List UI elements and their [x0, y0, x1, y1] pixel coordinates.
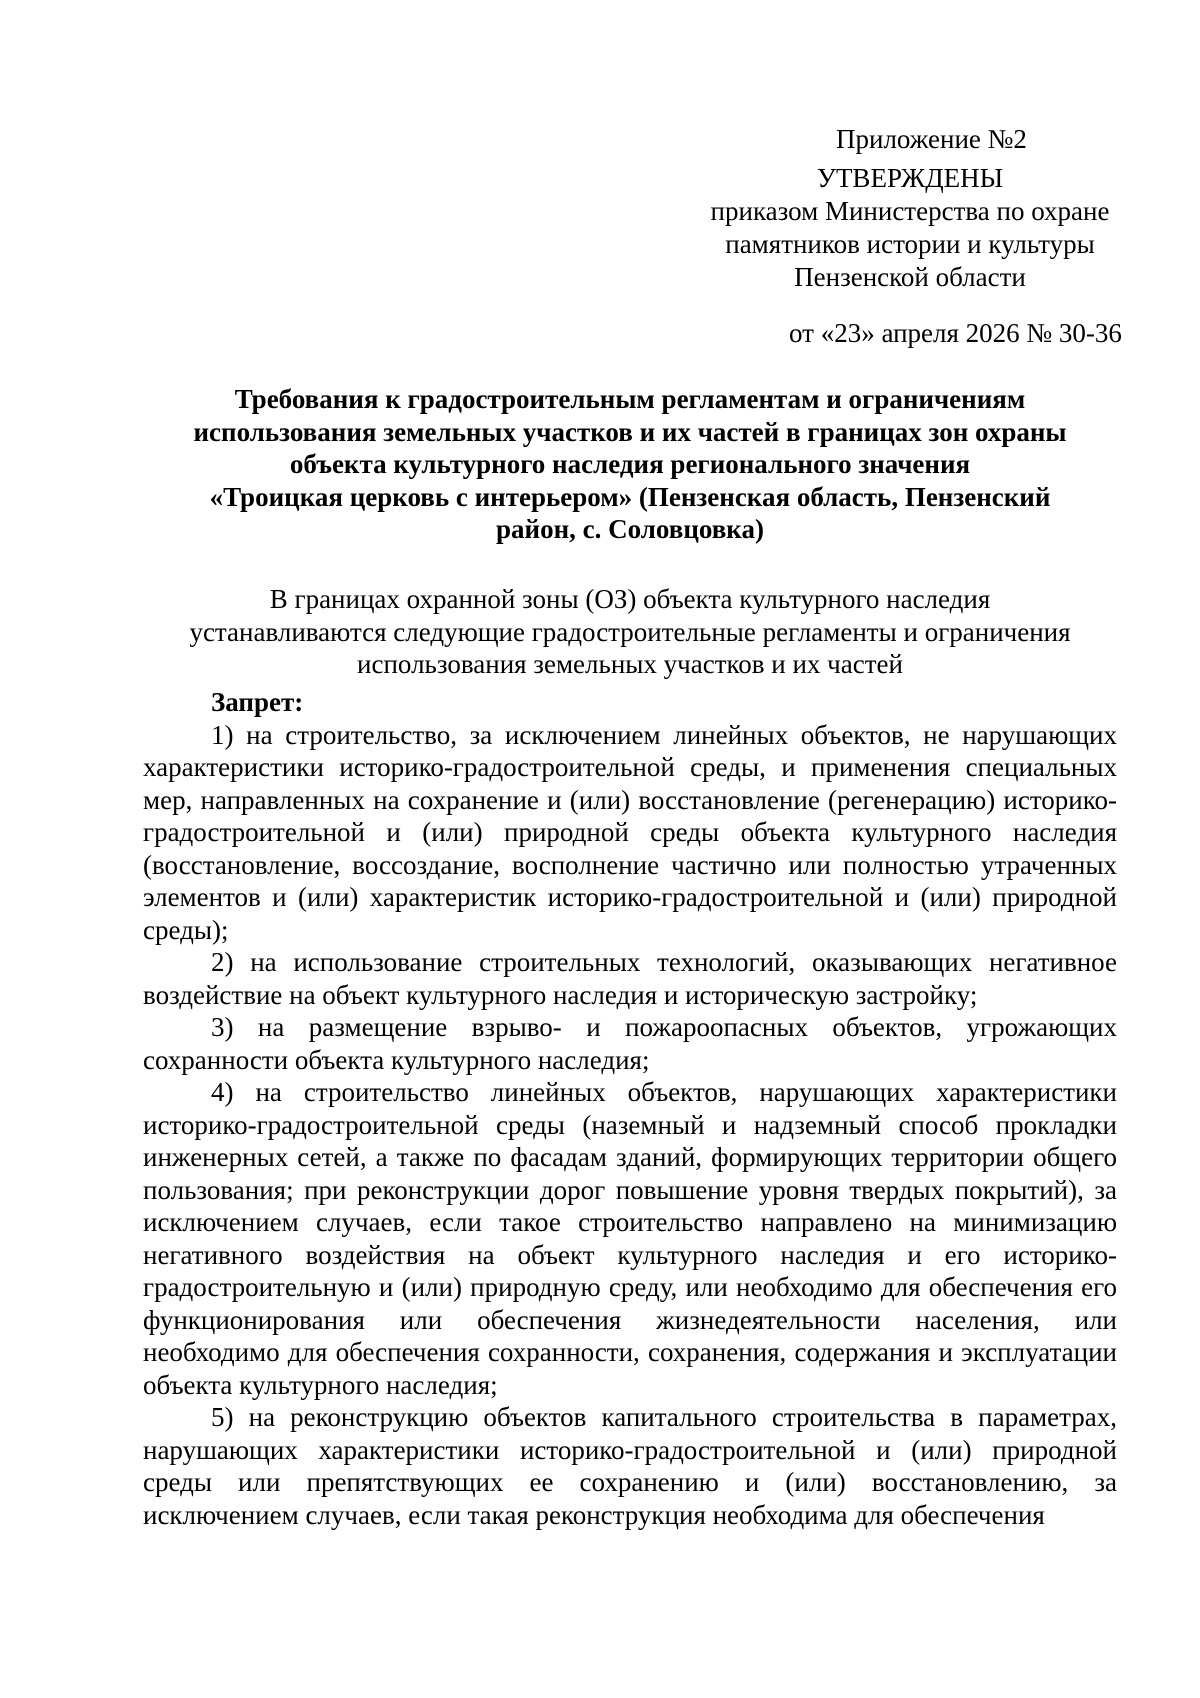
title-line-5: район, с. Соловцовка) [496, 514, 764, 544]
appendix-label: Приложение №2 [836, 124, 1027, 154]
title-line-4: «Троицкая церковь с интерьером» (Пензенская область, Пензенский [209, 481, 1051, 512]
intro-paragraph [150, 583, 1110, 681]
title-line-1: Требования к градостроительным регламентам и ограничениям [234, 384, 1026, 414]
order-line-1: приказом Министерства по охране [710, 196, 1110, 226]
intro-line-1: В границах охранной зоны (ОЗ) объекта культурного наследия [269, 584, 991, 614]
title-line-3: объекта культурного наследия регионального значения [289, 449, 971, 479]
approval-block [700, 162, 1120, 294]
list-item: 5) на реконструкцию объектов капитального строительства в параметрах, нарушающих характеристики историко-градостроительной и (или) природной среды или препятствующих ее сохранению и (или) восстановлению, за исключением случаев, если такая реконструкция необходима для обеспечения [143, 1402, 1117, 1530]
approved-label: УТВЕРЖДЕНЫ [816, 163, 1004, 193]
document-title [150, 383, 1110, 546]
list-item: 1) на строительство, за исключением линейных объектов, не нарушающих характеристики историко-градостроительной среды, и применения специальных мер, направленных на сохранение и (или) восстановление (регенерацию) историко-градостроительной и (или) природной среды объекта культурного наследия (восстановление, воссоздание, восполнение частично или полностью утраченных элементов и (или) характеристик историко-градостроительной и (или) природной среды); [143, 719, 1117, 945]
intro-line-3: использования земельных участков и их частей [357, 649, 903, 679]
order-line-2: памятников истории и культуры [725, 229, 1095, 259]
list-item: 3) на размещение взрыво- и пожароопасных объектов, угрожающих сохранности объекта культурного наследия; [143, 1012, 1117, 1075]
list-item: 4) на строительство линейных объектов, нарушающих характеристики историко-градостроительной среды (наземный и надземный способ прокладки инженерных сетей, а также по фасадам зданий, формирующих территории общего пользования; при реконструкции дорог повышение уровня твердых покрытий), за исключением случаев, если такое строительство направлено на минимизацию негативного воздействия на объект культурного наследия и его историко-градостроительную и (или) природную среду, или необходимо для обеспечения его функционирования или обеспечения жизнедеятельности населения, или необходимо для обеспечения сохранности, сохранения, содержания и эксплуатации объекта культурного наследия; [143, 1077, 1117, 1400]
order-line-3: Пензенской области [794, 262, 1026, 292]
title-line-2: использования земельных участков и их частей в границах зон охраны [193, 416, 1067, 447]
prohibition-heading: Запрет: [211, 687, 304, 717]
document-body [143, 686, 1117, 1531]
order-date: от «23» апреля 2026 № 30-36 [789, 318, 1122, 348]
list-item: 2) на использование строительных технологий, оказывающих негативное воздействие на объект культурного наследия и историческую застройку; [143, 947, 1117, 1010]
intro-line-2: устанавливаются следующие градостроительные регламенты и ограничения [189, 616, 1071, 647]
